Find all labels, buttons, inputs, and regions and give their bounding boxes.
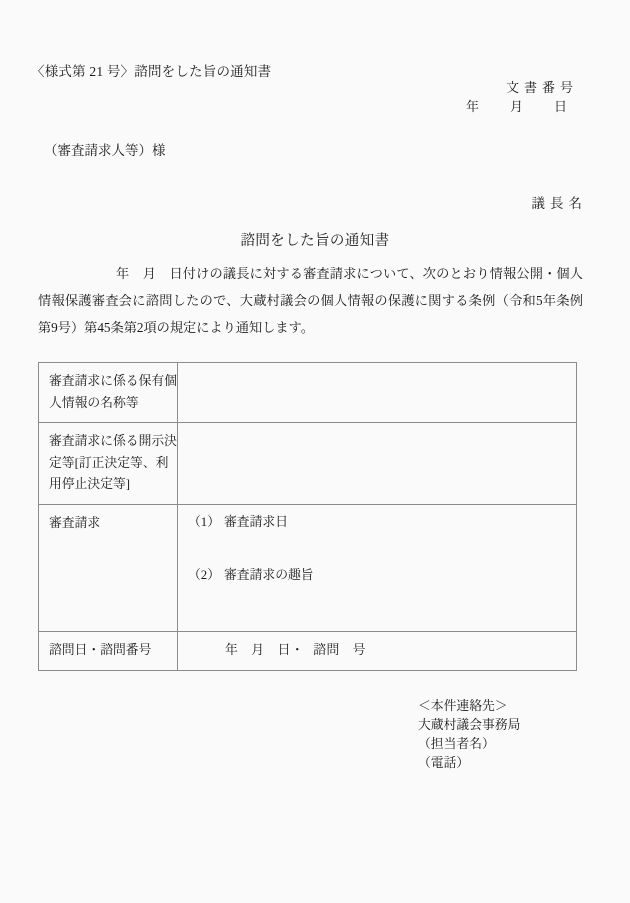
- row-value-information-name[interactable]: [178, 363, 577, 423]
- row-label-disclosure-decision: 審査請求に係る開示決定等[訂正決定等、利用停止決定等]: [39, 423, 178, 505]
- form-number-heading: 〈様式第 21 号〉諮問をした旨の通知書: [31, 64, 272, 79]
- row-value-disclosure-decision[interactable]: [178, 423, 577, 505]
- addressee-line: （審査請求人等）様: [44, 143, 166, 158]
- consultation-month-label: 月: [251, 642, 265, 657]
- contact-block: [418, 697, 520, 773]
- review-request-item-purport-label: 審査請求の趣旨: [224, 568, 314, 582]
- document-date-label: 年 月 日: [465, 99, 576, 114]
- table-row-disclosure-decision: [39, 423, 577, 505]
- consultation-number-unit: 号: [352, 642, 367, 657]
- review-request-item-date-number: （1）: [188, 514, 220, 529]
- row-value-review-request[interactable]: [178, 504, 577, 631]
- row-label-information-name: 審査請求に係る保有個人情報の名称等: [39, 363, 178, 423]
- consultation-number-label: 諮問: [313, 642, 340, 657]
- contact-heading: ＜本件連絡先＞: [418, 699, 508, 713]
- document-number-label: 文書番号: [505, 80, 578, 95]
- table-row-consultation: [39, 631, 577, 670]
- review-request-item-purport: [188, 565, 576, 587]
- notification-table: [38, 362, 577, 671]
- consultation-day-label: 日・: [277, 642, 305, 657]
- contact-phone: （電話）: [418, 756, 470, 770]
- consultation-date-fields: [188, 640, 576, 662]
- row-label-consultation: 諮問日・諮問番号: [39, 631, 178, 670]
- document-meta-block: [466, 78, 578, 116]
- row-value-consultation[interactable]: [178, 631, 577, 670]
- row-label-review-request: 審査請求: [39, 504, 178, 631]
- review-request-item-purport-number: （2）: [188, 568, 220, 582]
- review-request-item-date: [188, 512, 576, 534]
- document-title: 諮問をした旨の通知書: [240, 233, 390, 249]
- contact-person: （担当者名）: [418, 737, 495, 751]
- consultation-year-label: 年: [225, 642, 239, 657]
- review-request-item-date-label: 審査請求日: [224, 514, 288, 529]
- body-paragraph: 年 月 日付けの議長に対する審査請求について、次のとおり情報公開・個人情報保護審査会に諮問したので、大蔵村議会の個人情報の保護に関する条例（令和5年条例第9号）第45条第2項の規定により通知します。: [38, 266, 583, 335]
- contact-office: 大蔵村議会事務局: [418, 718, 521, 732]
- table-row-information-name: [39, 363, 577, 423]
- table-row-review-request: [39, 504, 577, 631]
- issuer-line: 議長名: [531, 196, 587, 211]
